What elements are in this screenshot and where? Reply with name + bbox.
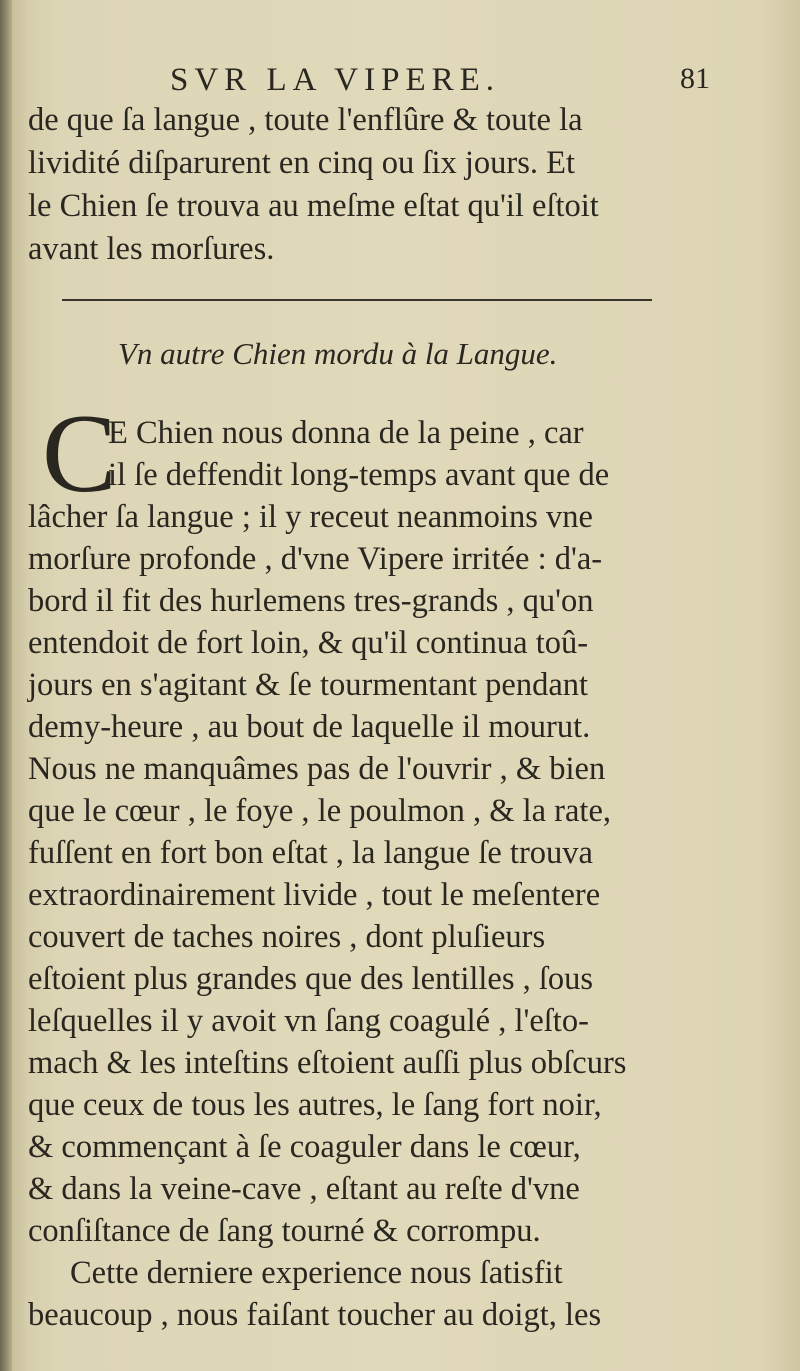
binding-shadow bbox=[0, 0, 12, 1371]
text-line: de que ſa langue , toute l'enflûre & toute la bbox=[28, 102, 583, 138]
text-line: lâcher ſa langue ; il y receut neanmoins vne bbox=[28, 499, 593, 535]
text-line: entendoit de fort loin, & qu'il continua toû- bbox=[28, 625, 589, 661]
section-heading: Vn autre Chien mordu à la Langue. bbox=[118, 336, 558, 371]
text-line: leſquelles il y avoit vn ſang coagulé , l'eſto- bbox=[28, 1003, 589, 1039]
running-title: SVR LA VIPERE. bbox=[170, 62, 501, 98]
text-line: que le cœur , le foye , le poulmon , & la rate, bbox=[28, 793, 612, 829]
text-line: beaucoup , nous faiſant toucher au doigt, les bbox=[28, 1297, 602, 1333]
page-number: 81 bbox=[680, 62, 710, 95]
text-line: lividité diſparurent en cinq ou ſix jours. Et bbox=[28, 145, 575, 181]
text-line: Cette derniere experience nous ſatisfit bbox=[70, 1255, 563, 1291]
text-line: il ſe deffendit long-temps avant que de bbox=[108, 457, 610, 493]
drop-cap: C bbox=[42, 392, 117, 516]
text-line: morſure profonde , d'vne Vipere irritée : d'a- bbox=[28, 541, 603, 577]
text-line: eſtoient plus grandes que des lentilles , ſous bbox=[28, 961, 594, 997]
text-line: conſiſtance de ſang tourné & corrompu. bbox=[28, 1213, 541, 1249]
text-line: mach & les inteſtins eſtoient auſſi plus obſcurs bbox=[28, 1045, 627, 1081]
text-line: E Chien nous donna de la peine , car bbox=[108, 415, 584, 451]
text-line: Nous ne manquâmes pas de l'ouvrir , & bien bbox=[28, 751, 606, 787]
text-line: bord il fit des hurlemens tres-grands , qu'on bbox=[28, 583, 594, 619]
text-line: demy-heure , au bout de laquelle il mourut. bbox=[28, 709, 591, 745]
text-line: extraordinairement livide , tout le meſentere bbox=[28, 877, 601, 913]
text-line: & commençant à ſe coaguler dans le cœur, bbox=[28, 1129, 581, 1165]
section-rule bbox=[62, 299, 652, 301]
text-line: que ceux de tous les autres, le ſang fort noir, bbox=[28, 1087, 602, 1123]
text-line: couvert de taches noires , dont pluſieurs bbox=[28, 919, 546, 955]
text-line: le Chien ſe trouva au meſme eſtat qu'il eſtoit bbox=[28, 188, 599, 224]
text-line: avant les morſures. bbox=[28, 231, 275, 267]
text-line: fuſſent en fort bon eſtat , la langue ſe trouva bbox=[28, 835, 593, 871]
text-line: jours en s'agitant & ſe tourmentant pendant bbox=[28, 667, 589, 703]
text-line: & dans la veine-cave , eſtant au reſte d'vne bbox=[28, 1171, 580, 1207]
